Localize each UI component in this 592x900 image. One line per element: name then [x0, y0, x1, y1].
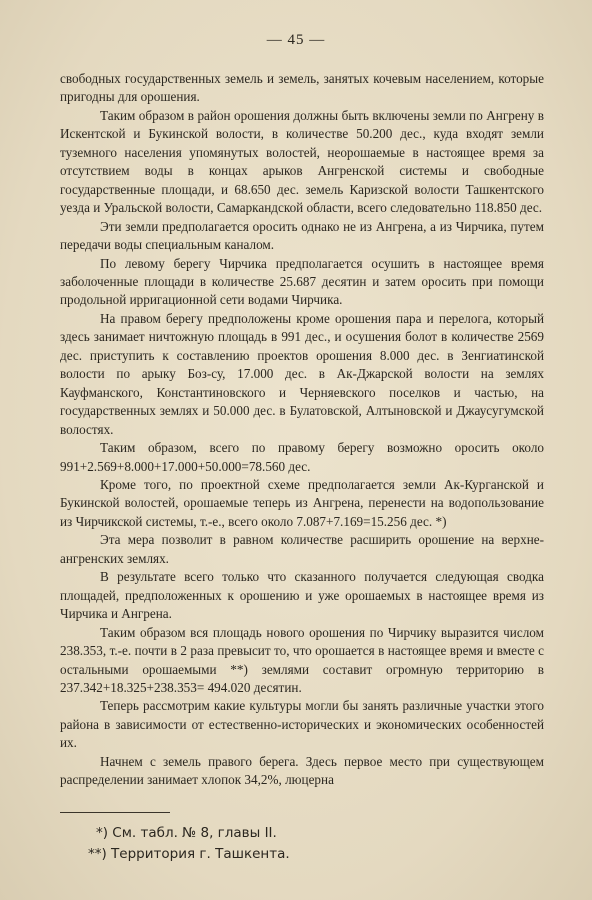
paragraph: В результате всего только что сказанного получается следующая сводка площадей, предположенных к орошению и уже орошаемых в настоящее время из Чирчика и Ангрена.	[60, 569, 544, 622]
paragraph: свободных государственных земель и земель, занятых кочевым населением, которые пригодны для орошения.	[60, 71, 544, 105]
footnotes	[88, 823, 290, 865]
footnote: **) Территория г. Ташкента.	[88, 846, 290, 862]
paragraph: На правом берегу предположены кроме орошения пара и перелога, который здесь занимает ничтожную площадь в 991 дес., и осушения болот в количестве 2569 дес. приступить к составлению проектов орошения 8.000 дес. в Зенгиатинской волости по арыку Боз-су, 17.000 дес. в Ак-Джарской волости на землях Кауфманского, Константиновского и Черняевского поселков и частью, на государственных землях и 50.000 дес. в Булатовской, Алтыновской и Джаусугумской волостях.	[60, 310, 544, 437]
paragraph: Кроме того, по проектной схеме предполагается земли Ак-Курганской и Букинской волостей, орошаемые теперь из Ангрена, перенести на водопользование из Чирчикской системы, т.-е., всего около 7.087+7.169=15.256 дес. *)	[60, 476, 544, 529]
paragraph: По левому берегу Чирчика предполагается осушить в настоящее время заболоченные площади в количестве 25.687 десятин и затем оросить при помощи продольной ирригационной сети водами Чирчика.	[60, 255, 544, 308]
page-number: — 45 —	[266, 32, 326, 48]
paragraph: Таким образом, всего по правому берегу возможно оросить около 991+2.569+8.000+17.000+50.000=78.560 дес.	[60, 440, 544, 474]
paragraph: Начнем с земель правого берега. Здесь первое место при существующем распределении занимает хлопок 34,2%, люцерна	[60, 753, 544, 788]
body-text	[60, 70, 544, 790]
paragraph: Эти земли предполагается оросить однако не из Ангрена, а из Чирчика, путем передачи воды специальным каналом.	[60, 218, 544, 253]
paragraph: Теперь рассмотрим какие культуры могли бы занять различные участки этого района в зависимости от естественно-исторических и экономических особенностей их.	[60, 698, 544, 751]
footnote-divider	[60, 812, 170, 813]
paragraph: Таким образом вся площадь нового орошения по Чирчику выразится числом 238.353, т.-е. почти в 2 раза превысит то, что орошается в настоящее время и вместе с остальными орошаемыми **) землями составит огромную территорию в 237.342+18.325+238.353= 494.020 десятин.	[60, 624, 544, 695]
paragraph: Эта мера позволит в равном количестве расширить орошение на верхне-ангренских землях.	[60, 532, 544, 566]
paragraph: Таким образом в район орошения должны быть включены земли по Ангрену в Искентской и Букинской волости, в количестве 50.200 дес., куда входят земли туземного населения упомянутых волостей, неорошаемые в настоящее время за отсутствием воды в концах арыков Ангренской системы и свободные государственные площади, и 68.650 дес. земель Каризской волости Ташкентского уезда и Уральской волости, Самаркандской области, всего следовательно 118.850 дес.	[60, 107, 544, 216]
footnote: *) См. табл. № 8, главы II.	[96, 825, 277, 841]
